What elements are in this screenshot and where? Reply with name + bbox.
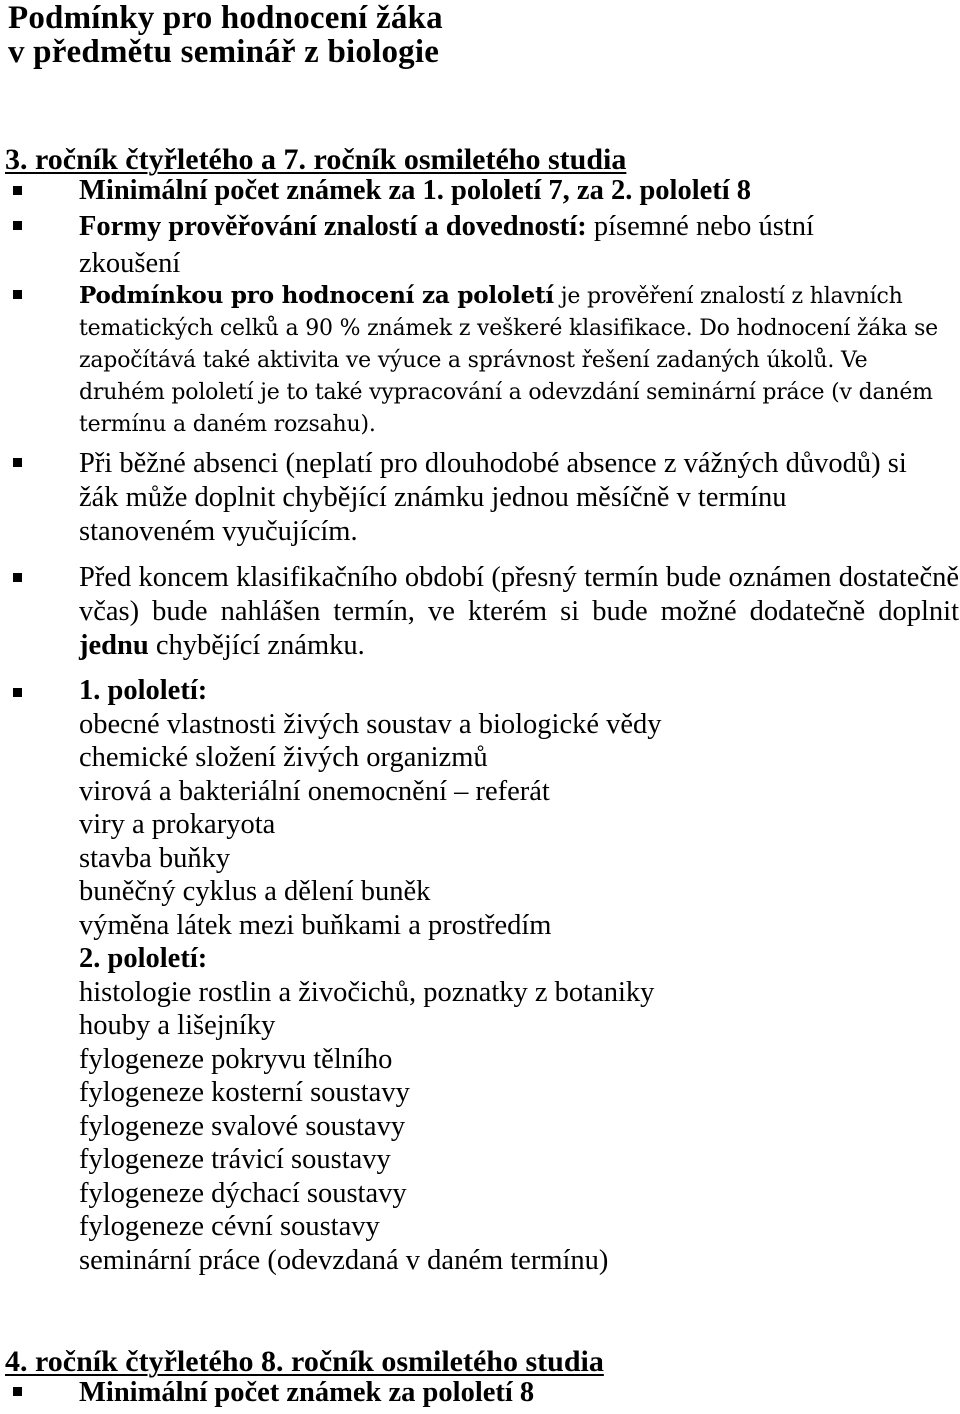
section-1-heading: 3. ročník čtyřletého a 7. ročník osmiletého studia [5,143,627,176]
forms-label: Formy prověřování znalostí a dovedností: [79,211,587,242]
title-line-2: v předmětu seminář z biologie [8,34,440,70]
min-grades-item: Minimální počet známek za 1. pololetí 7, za 2. pololetí 8 [79,175,752,206]
forms-text: písemné nebo ústní zkoušení [79,211,814,279]
topic-item: houby a lišejníky [79,1010,276,1041]
topic-item: výměna látek mezi buňkami a prostředím [79,909,552,941]
bullet-marker [13,290,22,299]
topic-item: fylogeneze trávicí soustavy [79,1144,391,1175]
semester-2-label: 2. pololetí: [79,943,208,974]
topic-item: fylogeneze dýchací soustavy [79,1177,407,1209]
topic-item: chemické složení živých organizmů [79,742,488,773]
topic-item: stavba buňky [79,842,231,874]
topic-item: buněčný cyklus a dělení buněk [79,876,431,907]
condition-label: Podmínkou pro hodnocení za pololetí [79,282,554,309]
section-2-heading: 4. ročník čtyřletého 8. ročník osmiletého studia [5,1345,604,1378]
end-period-text: Před koncem klasifikačního období (přesný termín bude oznámen dostatečně včas) bude nahlášen termín, ve kterém si bude možné dodatečně doplnit [79,562,959,627]
bullet-marker [13,221,22,230]
topic-item: obecné vlastnosti živých soustav a biologické vědy [79,708,662,740]
title-line-1: Podmínky pro hodnocení žáka [8,0,443,36]
absence-item: Při běžné absenci (neplatí pro dlouhodobé absence z vážných důvodů) si žák může doplnit chybějící známku jednou měsíčně v termínu stanoveném vyučujícím. [79,448,907,547]
topic-item: fylogeneze cévní soustavy [79,1211,380,1242]
condition-text: je prověření znalostí z hlavních tematických celků a 90 % známek z veškeré klasifikace. Do hodnocení žáka se započítává také aktivita ve výuce a správnost řešení zadaných úkolů. Ve druhém pololetí je to také vypracování a odevzdání seminární práce (v daném termínu a daném rozsahu). [79,284,938,437]
document-title [8,1,443,69]
topic-item: histologie rostlin a živočichů, poznatky z botaniky [79,976,655,1008]
topic-item: seminární práce (odevzdaná v daném termínu) [79,1244,609,1276]
semester-topics [79,674,662,1277]
bullet-marker [13,186,22,195]
topic-item: fylogeneze kosterní soustavy [79,1077,410,1108]
condition-item [79,280,949,441]
topic-item: viry a prokaryota [79,809,276,840]
forms-item [79,210,909,284]
bullet-marker [13,573,22,582]
bullet-marker [13,458,22,467]
topic-item: fylogeneze svalové soustavy [79,1110,406,1142]
semester-1-label: 1. pololetí: [79,675,208,706]
end-period-item [79,561,959,663]
bullet-marker [13,688,22,697]
bullet-marker [13,1387,22,1396]
end-period-tail: chybějící známku. [148,630,365,661]
end-period-emphasis: jednu [79,630,149,661]
topic-item: virová a bakteriální onemocnění – referát [79,775,550,807]
topic-item: fylogeneze pokryvu tělního [79,1043,393,1075]
section-2-min-grades: Minimální počet známek za pololetí 8 [79,1377,535,1408]
